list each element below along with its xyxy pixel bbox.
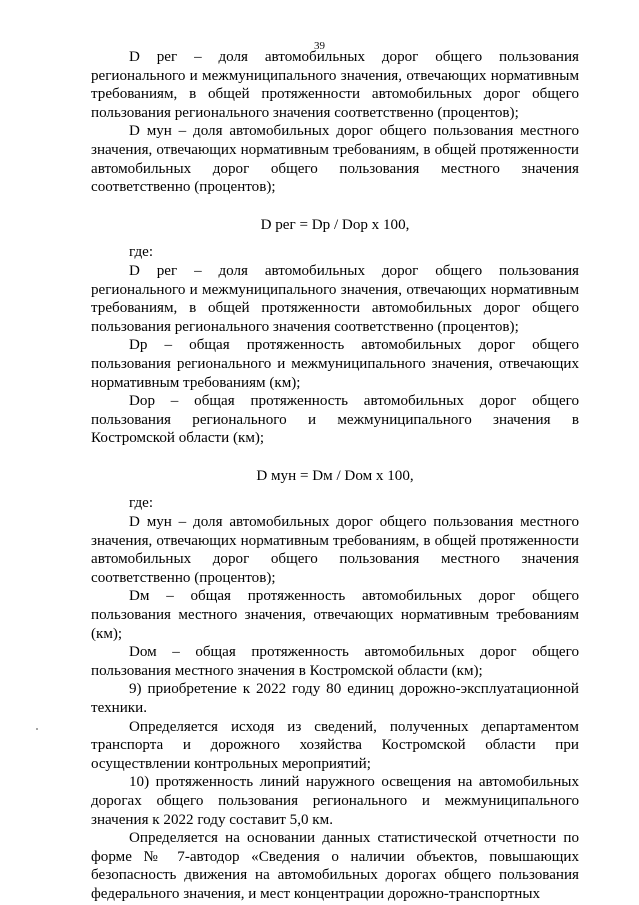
paragraph-d-reg-repeat: D рег – доля автомобильных дорог общего пользования регионального и межмуниципального значения, отвечающих нормативным требованиям, в общей протяженности автомобильных дорог общего пользования регионального значения соответственно (процентов); <box>91 262 579 335</box>
formula-d-mun: D мун = Dм / Dом x 100, <box>256 467 414 484</box>
paragraph-dm-definition: Dм – общая протяженность автомобильных дорог общего пользования местного значения, отвечающих нормативным требованиям (км); <box>91 588 579 642</box>
paragraph-d-mun-repeat: D мун – доля автомобильных дорог общего пользования местного значения, отвечающих нормативным требованиям, в общей протяженности автомобильных дорог общего пользования местного значения соответственно (процентов); <box>91 514 579 586</box>
paragraph-dor-definition: Dор – общая протяженность автомобильных дорог общего пользования регионального и межмуниципального значения в Костромской области (км); <box>91 393 579 447</box>
paragraph-dr-definition: Dр – общая протяженность автомобильных дорог общего пользования регионального и межмуниципального значения, отвечающих нормативным требованиям (км); <box>91 337 579 391</box>
paragraph-item-10: 10) протяженность линий наружного освещения на автомобильных дорогах общего пользования регионального и межмуниципального значения к 2022 году составит 5,0 км. <box>91 774 579 828</box>
where-label: где: <box>129 244 154 261</box>
paragraph-dom-definition: Dом – общая протяженность автомобильных дорог общего пользования местного значения в Костромской области (км); <box>91 644 579 679</box>
page-number: 39 <box>314 40 325 52</box>
document-body <box>91 48 579 904</box>
paragraph-d-mun-definition: D мун – доля автомобильных дорог общего пользования местного значения, отвечающих нормативным требованиям, в общей протяженности автомобильных дорог общего пользования местного значения соответственно (процентов); <box>91 123 579 196</box>
scan-speck <box>36 728 38 730</box>
formula-d-reg: D рег = Dр / Dор x 100, <box>260 216 410 233</box>
paragraph-item-10-source: Определяется на основании данных статистической отчетности по форме № 7-автодор «Сведения о наличии объектов, повышающих безопасность движения на автомобильных дорогах общего пользования федерального значения, и мест концентрации дорожно-транспортных <box>91 830 579 902</box>
paragraph-d-reg-definition: D рег – доля автомобильных дорог общего пользования регионального и межмуниципального значения, отвечающих нормативным требованиям, в общей протяженности автомобильных дорог общего пользования регионального значения соответственно (процентов); <box>91 49 579 121</box>
paragraph-item-9: 9) приобретение к 2022 году 80 единиц дорожно-эксплуатационной техники. <box>91 681 579 716</box>
paragraph-item-9-source: Определяется исходя из сведений, полученных департаментом транспорта и дорожного хозяйства Костромской области при осуществлении контрольных мероприятий; <box>91 718 579 772</box>
where-label: где: <box>129 495 154 512</box>
